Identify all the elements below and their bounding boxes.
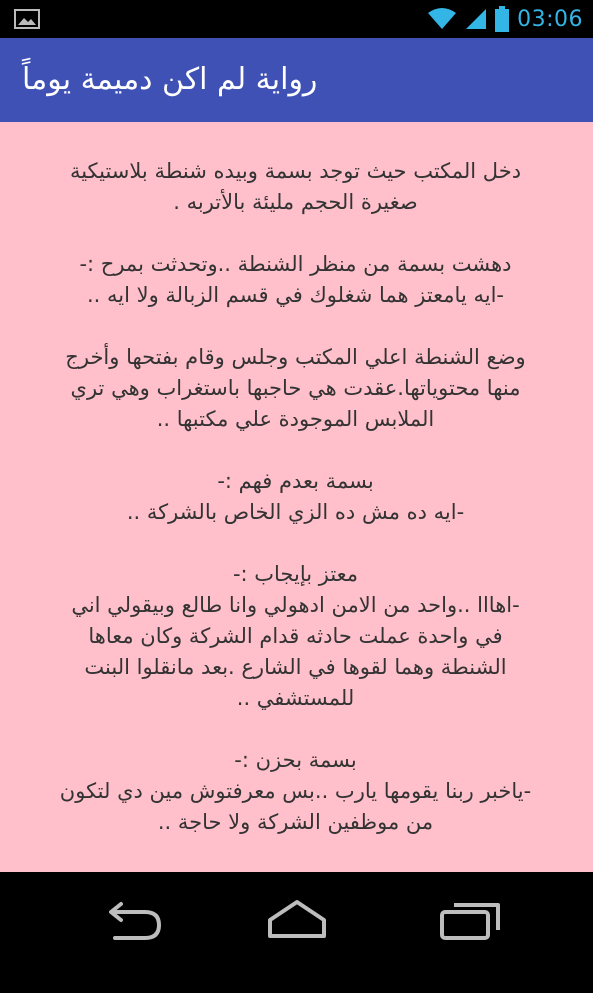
battery-icon: [495, 6, 509, 32]
story-line: دخل المكتب حيث توجد بسمة وبيده شنطة بلاستيكية: [69, 159, 522, 183]
status-bar: [0, 0, 593, 38]
story-line: -ايه ده مش ده الزي الخاص بالشركة ..: [126, 500, 465, 524]
gallery-icon: [14, 9, 40, 29]
app-bar: [0, 38, 593, 122]
page-title: رواية لم اكن دميمة يوماً: [22, 62, 318, 97]
story-line: منها محتوياتها.عقدت هي حاجبها باستغراب وهي تري: [70, 376, 521, 400]
story-text: [22, 156, 569, 993]
story-line: -ياخبر ربنا يقومها يارب ..بس معرفتوش مين دي لتكون: [59, 779, 532, 803]
story-paragraph: [22, 466, 569, 528]
story-line: بسمة بعدم فهم :-: [217, 469, 374, 493]
story-line: -ايه يامعتز هما شغلوك في قسم الزبالة ولا ايه ..: [86, 283, 504, 307]
story-line: الملابس الموجودة علي مكتبها ..: [156, 407, 435, 431]
story-line: بسمة بحزن :-: [234, 748, 357, 772]
status-icons: [427, 0, 583, 38]
story-line: في واحدة عملت حادثه قدام الشركة وكان معاها: [88, 624, 503, 648]
story-paragraph: [22, 249, 569, 311]
story-line: وضع الشنطة اعلي المكتب وجلس وقام بفتحها وأخرج: [65, 345, 526, 369]
story-line: للمستشفي ..: [236, 686, 355, 710]
navigation-bar: [0, 872, 593, 963]
wifi-icon: [427, 7, 457, 31]
recents-icon[interactable]: [436, 896, 506, 944]
story-paragraph: [22, 559, 569, 714]
story-line: -اهااا ..واحد من الامن ادهولي وانا طالع وبيقولي اني: [71, 593, 520, 617]
signal-icon: [465, 7, 487, 31]
story-paragraph: [22, 745, 569, 838]
story-content[interactable]: [0, 122, 593, 872]
story-paragraph: [22, 342, 569, 435]
story-line: من موظفين الشركة ولا حاجة ..: [157, 810, 434, 834]
home-icon[interactable]: [262, 896, 332, 944]
story-line: دهشت بسمة من منظر الشنطة ..وتحدثت بمرح :-: [79, 252, 512, 276]
story-paragraph: [22, 156, 569, 218]
story-line: الشنطة وهما لقوها في الشارع .بعد مانقلوا البنت: [84, 655, 507, 679]
clock: 03:06: [517, 6, 583, 32]
back-icon[interactable]: [99, 896, 169, 944]
story-line: معتز بإيجاب :-: [232, 562, 359, 586]
story-line: صغيرة الحجم مليئة بالأتربه .: [173, 190, 418, 214]
